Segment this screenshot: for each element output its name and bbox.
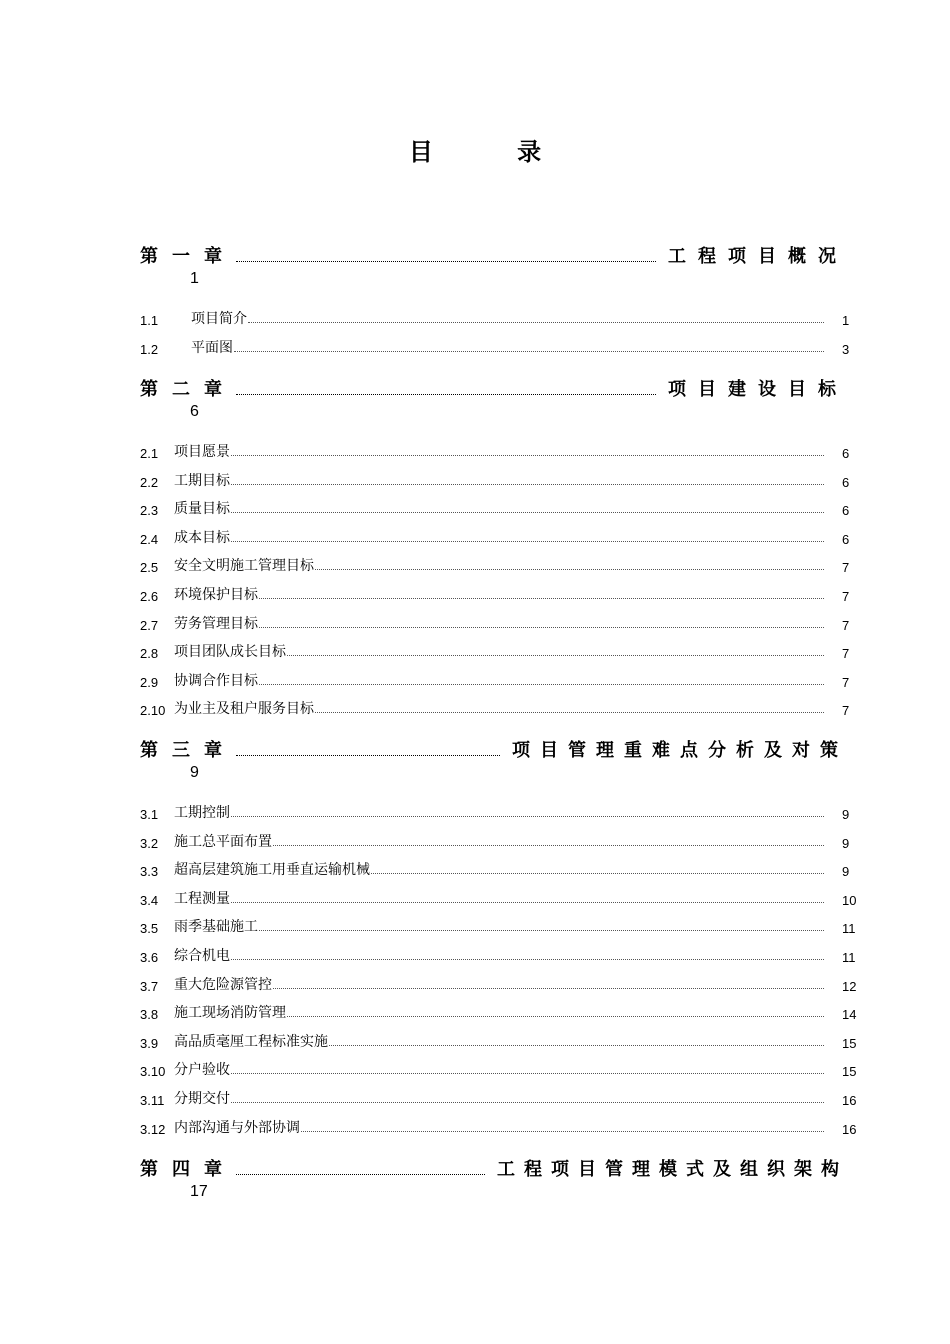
section-entry[interactable] (140, 496, 860, 518)
section-number: 2.7 (140, 617, 159, 633)
section-page-number: 11 (842, 950, 856, 965)
dot-leader (231, 1072, 824, 1074)
chapter-line (140, 1153, 848, 1181)
dot-leader (287, 654, 824, 656)
section-entry[interactable] (140, 829, 860, 851)
section-entry[interactable] (140, 439, 860, 461)
section-number: 3.3 (140, 864, 159, 880)
chapter-label: 第三章 (140, 740, 236, 761)
section-page-number: 9 (842, 807, 850, 822)
section-entry[interactable] (140, 553, 860, 575)
section-page-number: 16 (842, 1093, 857, 1108)
section-number: 3.2 (140, 835, 159, 851)
section-page-number: 7 (842, 674, 850, 690)
dot-leader (287, 1015, 824, 1017)
section-page-number: 12 (842, 978, 857, 994)
section-number: 1.1 (140, 313, 159, 328)
section-number: 3.10 (140, 1064, 166, 1080)
toc-title: 目 录 (408, 137, 580, 166)
dot-leader (315, 568, 824, 570)
section-page-number: 9 (842, 864, 850, 880)
chapter-entry[interactable] (140, 240, 848, 300)
section-title: 施工总平面布置 (174, 833, 272, 850)
dot-leader (236, 1173, 485, 1175)
chapter-page-number: 9 (190, 764, 199, 781)
dot-leader (231, 483, 824, 485)
section-title: 项目简介 (191, 311, 247, 327)
section-number: 2.10 (140, 703, 166, 719)
section-number: 3.8 (140, 1007, 159, 1023)
section-title: 高品质毫厘工程标准实施 (174, 1033, 328, 1050)
dot-leader (231, 815, 824, 817)
section-page-number: 7 (842, 617, 850, 633)
section-page-number: 6 (842, 446, 850, 461)
dot-leader (273, 987, 824, 989)
section-title: 综合机电 (174, 948, 230, 964)
section-entry[interactable] (140, 972, 860, 994)
chapter-label: 第一章 (140, 246, 236, 267)
section-number: 3.5 (140, 921, 159, 937)
chapter-line (140, 734, 848, 762)
section-page-number: 10 (842, 892, 857, 908)
dot-leader (231, 901, 824, 903)
section-title: 施工现场消防管理 (174, 1005, 286, 1022)
dot-leader (236, 754, 500, 756)
section-title: 协调合作目标 (174, 672, 258, 689)
dot-leader (259, 929, 824, 931)
section-number: 2.9 (140, 674, 159, 690)
section-entry[interactable] (140, 857, 860, 879)
section-entry[interactable] (140, 639, 860, 661)
section-page-number: 6 (842, 531, 850, 547)
section-number: 1.2 (140, 341, 159, 357)
section-entry[interactable] (140, 886, 860, 908)
section-entry[interactable] (140, 1057, 860, 1079)
section-title: 劳务管理目标 (174, 615, 258, 632)
section-page-number: 7 (842, 703, 850, 719)
section-title: 质量目标 (174, 501, 230, 518)
section-title: 分户验收 (174, 1062, 230, 1079)
chapter-entry[interactable] (140, 373, 848, 433)
section-number: 3.11 (140, 1093, 165, 1108)
section-entry[interactable] (140, 696, 860, 718)
section-number: 3.1 (140, 807, 159, 822)
dot-leader (231, 958, 824, 960)
section-page-number: 11 (842, 921, 856, 937)
section-title: 重大危险源管控 (174, 976, 272, 993)
dot-leader (273, 844, 824, 846)
section-entry[interactable] (140, 1115, 860, 1137)
section-page-number: 14 (842, 1007, 857, 1023)
chapter-title: 工程项目管理模式及组织架构 (497, 1159, 848, 1180)
section-title: 超高层建筑施工用垂直运输机械 (174, 862, 370, 879)
section-number: 3.4 (140, 892, 159, 908)
section-entry[interactable] (140, 943, 860, 965)
section-number: 2.5 (140, 560, 159, 576)
section-entry[interactable] (140, 1086, 860, 1108)
section-number: 2.6 (140, 589, 159, 604)
section-page-number: 15 (842, 1064, 857, 1080)
chapter-page-number: 1 (190, 270, 199, 287)
section-number: 2.4 (140, 531, 159, 547)
section-page-number: 6 (842, 474, 850, 490)
section-title: 成本目标 (174, 529, 230, 546)
section-page-number: 3 (842, 341, 850, 357)
section-entry[interactable] (140, 611, 860, 633)
dot-leader (371, 872, 824, 874)
section-number: 3.6 (140, 950, 159, 965)
dot-leader (234, 350, 824, 352)
section-title: 内部沟通与外部协调 (174, 1119, 300, 1136)
section-page-number: 9 (842, 835, 850, 851)
section-entry[interactable] (140, 335, 860, 357)
dot-leader (236, 260, 656, 262)
section-title: 环境保护目标 (174, 587, 258, 603)
section-title: 工期目标 (174, 472, 230, 489)
chapter-line (140, 373, 848, 401)
chapter-title: 工程项目概况 (668, 246, 848, 267)
section-page-number: 7 (842, 589, 850, 604)
dot-leader (259, 626, 824, 628)
section-title: 工期控制 (174, 805, 230, 821)
section-number: 2.2 (140, 474, 159, 490)
section-entry[interactable] (140, 468, 860, 490)
section-entry[interactable] (140, 1000, 860, 1022)
section-title: 工程测量 (174, 890, 230, 907)
section-number: 2.3 (140, 503, 159, 519)
dot-leader (231, 1101, 824, 1103)
chapter-entry[interactable] (140, 1153, 848, 1213)
chapter-title: 项目管理重难点分析及对策 (512, 740, 848, 761)
section-title: 为业主及租户服务目标 (174, 701, 314, 718)
section-number: 3.7 (140, 978, 159, 994)
dot-leader (259, 683, 824, 685)
section-entry[interactable] (140, 306, 860, 328)
section-page-number: 7 (842, 560, 850, 576)
chapter-entry[interactable] (140, 734, 848, 794)
section-entry[interactable] (140, 582, 860, 604)
dot-leader (231, 511, 824, 513)
section-entry[interactable] (140, 914, 860, 936)
chapter-title: 项目建设目标 (668, 379, 848, 400)
section-title: 分期交付 (174, 1091, 230, 1107)
chapter-label: 第四章 (140, 1159, 236, 1180)
section-title: 平面图 (191, 339, 233, 356)
dot-leader (301, 1130, 824, 1132)
chapter-page-number: 6 (190, 403, 199, 420)
section-title: 雨季基础施工 (174, 919, 258, 936)
section-page-number: 1 (842, 313, 850, 328)
section-number: 3.9 (140, 1035, 159, 1051)
section-title: 项目愿景 (174, 444, 230, 460)
dot-leader (315, 711, 824, 713)
dot-leader (248, 321, 824, 323)
section-number: 3.12 (140, 1121, 166, 1137)
section-entry[interactable] (140, 1029, 860, 1051)
section-page-number: 16 (842, 1121, 857, 1137)
dot-leader (231, 540, 824, 542)
section-title: 项目团队成长目标 (174, 644, 286, 661)
chapter-line (140, 240, 848, 268)
section-page-number: 15 (842, 1035, 857, 1051)
section-title: 安全文明施工管理目标 (174, 558, 314, 575)
dot-leader (329, 1044, 824, 1046)
dot-leader (236, 393, 656, 395)
section-number: 2.1 (140, 446, 159, 461)
dot-leader (231, 454, 824, 456)
dot-leader (259, 597, 824, 599)
section-entry[interactable] (140, 668, 860, 690)
section-page-number: 6 (842, 503, 850, 519)
section-number: 2.8 (140, 646, 159, 662)
chapter-label: 第二章 (140, 379, 236, 400)
section-entry[interactable] (140, 525, 860, 547)
section-entry[interactable] (140, 800, 860, 822)
section-page-number: 7 (842, 646, 850, 662)
chapter-page-number: 17 (190, 1183, 208, 1200)
